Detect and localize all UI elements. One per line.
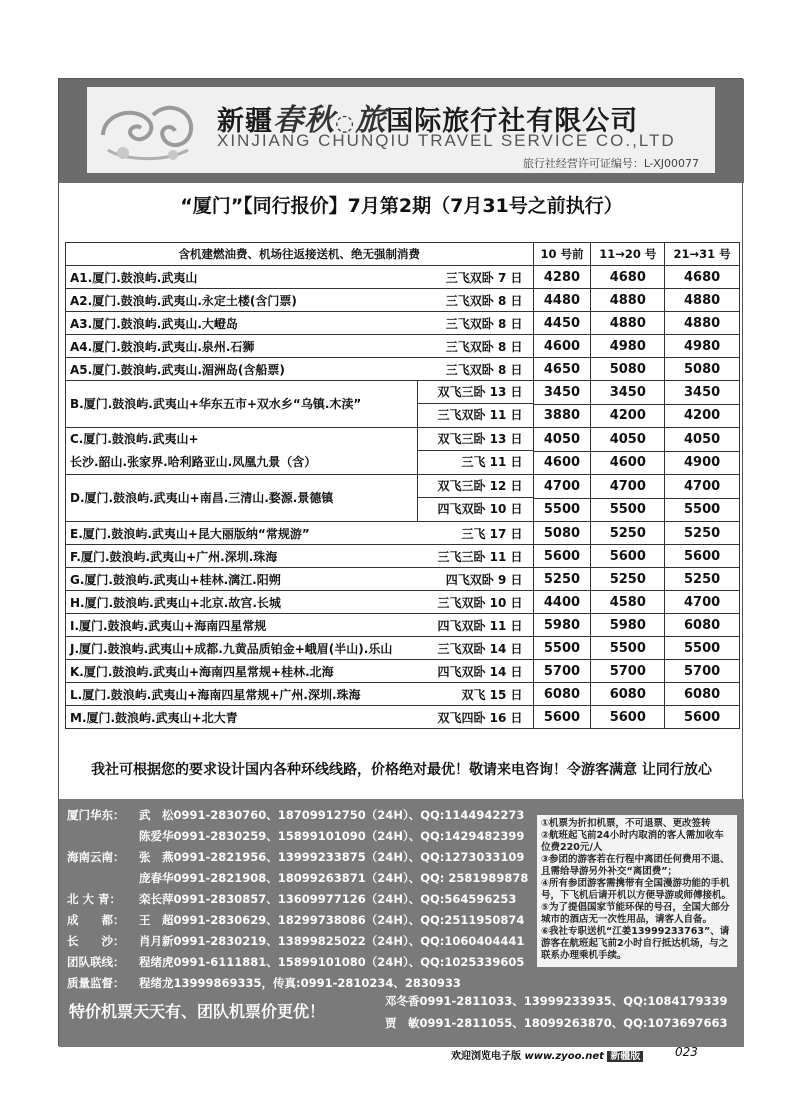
staff-contact: 邓冬香0991-2811033、13999233935、QQ:1084179339 xyxy=(385,994,728,1008)
license-number: 旅行社经营许可证编号：L-XJ00077 xyxy=(522,157,699,170)
price-cell: 5250 xyxy=(665,522,740,545)
table-row xyxy=(66,660,740,683)
price-cell: 4980 xyxy=(665,335,740,358)
route-name: E.厦门.鼓浪屿.武夷山+昆大丽版纳“常规游” xyxy=(70,526,310,541)
page-number: 023 xyxy=(675,1045,698,1059)
price-cell: 5500 xyxy=(533,637,591,660)
table-row xyxy=(66,475,740,499)
price-cell: 4880 xyxy=(591,289,665,312)
price-cell: 6080 xyxy=(665,683,740,706)
page-title: “厦门”【同行报价】7月第2期（7月31号之前执行） xyxy=(180,195,623,217)
table-row xyxy=(66,335,740,358)
note-item: ⑥我社专职送机“江姜13999233763”、请游客在航班起飞前2小时自行抵达机场，与之联系办理乘机手续。 xyxy=(541,926,730,961)
price-cell: 5500 xyxy=(665,498,740,522)
price-cell: 5500 xyxy=(591,637,665,660)
price-cell: 4680 xyxy=(665,266,740,289)
contact-row xyxy=(67,933,524,949)
price-cell: 3450 xyxy=(665,381,740,405)
price-cell: 4700 xyxy=(665,591,740,614)
col-header-early: 10 号前 xyxy=(533,243,591,266)
price-cell: 4700 xyxy=(591,475,665,499)
contact-row xyxy=(67,807,524,823)
contact-row xyxy=(67,912,524,928)
price-cell: 3450 xyxy=(533,381,591,405)
table-row xyxy=(66,428,740,452)
price-cell: 5600 xyxy=(665,545,740,568)
price-cell: 4650 xyxy=(533,358,591,381)
price-cell: 5250 xyxy=(533,568,591,591)
route-duration: 双飞三卧 13 日 xyxy=(418,381,533,404)
price-cell: 4050 xyxy=(665,428,740,452)
price-cell: 5250 xyxy=(591,522,665,545)
route-name-d: D.厦门.鼓浪屿.武夷山+南昌.三清山.婺源.景德镇 xyxy=(70,491,334,505)
price-cell: 4200 xyxy=(665,404,740,428)
price-cell: 4980 xyxy=(591,335,665,358)
route-name: A5.厦门.鼓浪屿.武夷山.湄洲岛(含船票) xyxy=(70,362,285,377)
route-duration: 四飞双卧 10 日 xyxy=(437,502,523,516)
price-cell: 4580 xyxy=(591,591,665,614)
company-name-part: 新疆 xyxy=(217,106,273,137)
contact-panel xyxy=(59,799,744,1047)
contact-label: 北 大 青： xyxy=(67,892,122,906)
contact-text: 庞春华0991-2821908、18099263871（24H）、QQ: 2581989878 xyxy=(139,871,529,885)
price-cell: 4450 xyxy=(533,312,591,335)
route-cell xyxy=(66,591,534,614)
staff-contact: 贾 敏0991-2811055、18099263870、QQ:1073697663 xyxy=(385,1016,728,1030)
contact-row xyxy=(67,975,461,991)
table-row xyxy=(66,289,740,312)
footer-text xyxy=(451,1047,643,1062)
contact-text: 肖月新0991-2830219、13899825022（24H）、QQ:1060404441 xyxy=(139,934,525,948)
table-row xyxy=(66,614,740,637)
table-row xyxy=(66,522,740,545)
route-duration: 三飞双卧 8 日 xyxy=(445,339,523,354)
route-duration: 三飞双卧 7 日 xyxy=(445,270,523,285)
table-row xyxy=(66,266,740,289)
price-cell: 5980 xyxy=(591,614,665,637)
price-cell: 4200 xyxy=(591,404,665,428)
price-cell: 4880 xyxy=(665,312,740,335)
table-row xyxy=(66,683,740,706)
table-row xyxy=(66,381,740,405)
route-name: A2.厦门.鼓浪屿.武夷山.永定土楼(含门票) xyxy=(70,293,297,308)
route-duration: 双飞四卧 16 日 xyxy=(437,710,523,725)
company-name-cn: 新疆春秋◌旅国际旅行社有限公司 xyxy=(217,103,639,138)
contact-text: 张 燕0991-2821956、13999233875（24H）、QQ:1273033109 xyxy=(139,850,525,864)
route-name: K.厦门.鼓浪屿.武夷山+海南四星常规+桂林.北海 xyxy=(70,664,334,679)
footer-url[interactable]: www.zyoo.net xyxy=(524,1051,604,1062)
price-cell: 5500 xyxy=(591,498,665,522)
contact-label: 质量监督： xyxy=(67,976,125,990)
route-cell xyxy=(66,683,534,706)
route-cell xyxy=(66,660,534,683)
note-item: ⑤为了提倡国家节能环保的号召，全国大部分城市的酒店无一次性用品，请客人自备。 xyxy=(541,902,730,925)
price-cell: 4600 xyxy=(591,451,665,475)
price-cell: 3880 xyxy=(533,404,591,428)
price-cell: 6080 xyxy=(533,683,591,706)
route-name-line: C.厦门.鼓浪屿.武夷山+ xyxy=(70,432,199,446)
contact-label: 厦门华东： xyxy=(67,808,125,822)
col-header-mid: 11→20 号 xyxy=(591,243,665,266)
contact-text: 程绪龙13999869335，传真:0991-2810234、2830933 xyxy=(139,976,461,990)
note-item: ③参团的游客若在行程中离团任何费用不退、且需给导游另外补交“离团费”； xyxy=(541,854,730,877)
notes-box xyxy=(537,815,737,967)
route-duration: 三飞 11 日 xyxy=(461,455,523,469)
table-row xyxy=(66,545,740,568)
table-header-row xyxy=(66,243,740,266)
route-duration: 双飞 15 日 xyxy=(461,687,523,702)
route-duration: 三飞双卧 10 日 xyxy=(437,595,523,610)
price-cell: 5250 xyxy=(591,568,665,591)
price-cell: 5700 xyxy=(533,660,591,683)
contact-label: 海南云南： xyxy=(67,850,125,864)
contact-row xyxy=(67,849,524,865)
route-duration: 三飞双卧 8 日 xyxy=(445,362,523,377)
price-cell: 4700 xyxy=(665,475,740,499)
table-row xyxy=(66,358,740,381)
contact-text: 程绪虎0991-6111881、15899101080（24H）、QQ:1025339605 xyxy=(139,955,525,969)
route-duration: 三飞双卧 11 日 xyxy=(437,408,523,422)
route-name: I.厦门.鼓浪屿.武夷山+海南四星常规 xyxy=(70,618,267,633)
price-cell: 4880 xyxy=(665,289,740,312)
route-cell xyxy=(66,637,534,660)
route-duration: 三飞双卧 8 日 xyxy=(445,293,523,308)
table-row xyxy=(66,312,740,335)
route-duration: 三飞双卧 14 日 xyxy=(437,641,523,656)
route-duration: 四飞双卧 14 日 xyxy=(437,664,523,679)
table-row xyxy=(66,568,740,591)
note-item: ④所有参团游客需携带有全国漫游功能的手机号，下飞机后请开机以方便导游或师傅接机。 xyxy=(541,878,732,901)
price-cell: 5980 xyxy=(533,614,591,637)
route-cell xyxy=(66,522,534,545)
route-duration: 三飞双卧 8 日 xyxy=(445,316,523,331)
contact-text: 栾长萍0991-2830857、13609977126（24H）、QQ:564596253 xyxy=(139,892,517,906)
table-row xyxy=(66,637,740,660)
price-cell: 4600 xyxy=(533,451,591,475)
route-name: A4.厦门.鼓浪屿.武夷山.泉州.石狮 xyxy=(70,339,255,354)
contact-label: 团队联线： xyxy=(67,955,125,969)
cloud-swirl-logo-icon xyxy=(93,95,203,167)
route-cell xyxy=(66,614,534,637)
route-name: G.厦门.鼓浪屿.武夷山+桂林.漓江.阳朔 xyxy=(70,572,281,587)
route-duration: 双飞三卧 13 日 xyxy=(418,428,533,451)
route-name: M.厦门.鼓浪屿.武夷山+北大青 xyxy=(70,710,238,725)
price-cell: 4700 xyxy=(533,475,591,499)
contact-row xyxy=(67,870,528,886)
route-name: A1.厦门.鼓浪屿.武夷山 xyxy=(70,270,198,285)
price-cell: 4600 xyxy=(533,335,591,358)
price-cell: 5600 xyxy=(533,545,591,568)
footer-welcome: 欢迎浏览电子版 xyxy=(451,1051,521,1062)
footer-badge: 新疆版 xyxy=(607,1051,643,1062)
price-cell: 4680 xyxy=(591,266,665,289)
price-cell: 5080 xyxy=(533,522,591,545)
contact-text: 武 松0991-2830760、18709912750（24H）、QQ:1144942273 xyxy=(139,808,525,822)
route-cell xyxy=(66,289,534,312)
contact-row xyxy=(67,954,524,970)
route-cell xyxy=(66,358,534,381)
route-cell xyxy=(66,312,534,335)
price-cell: 5600 xyxy=(591,545,665,568)
price-cell: 5080 xyxy=(591,358,665,381)
price-cell: 5600 xyxy=(533,706,591,729)
price-cell: 6080 xyxy=(665,614,740,637)
company-name-suffix: 国际旅行社有限公司 xyxy=(386,106,639,137)
price-cell: 4880 xyxy=(591,312,665,335)
note-item: ②航班起飞前24小时内取消的客人需加收车位费220元/人 xyxy=(541,830,724,853)
header-note: 含机建燃油费、机场往返接送机、绝无强制消费 xyxy=(66,243,534,266)
route-duration: 四飞双卧 9 日 xyxy=(445,572,523,587)
company-brush-text-2: 旅 xyxy=(355,103,387,138)
note-item: ①机票为折扣机票，不可退票、更改签转 xyxy=(541,818,711,829)
price-cell: 4480 xyxy=(533,289,591,312)
logo-panel xyxy=(87,87,715,173)
route-name: H.厦门.鼓浪屿.武夷山+北京.故宫.长城 xyxy=(70,595,281,610)
route-cell xyxy=(66,335,534,358)
price-cell: 5500 xyxy=(533,498,591,522)
route-duration: 四飞双卧 11 日 xyxy=(437,618,523,633)
price-cell: 5700 xyxy=(665,660,740,683)
header-banner xyxy=(59,79,744,183)
route-name: L.厦门.鼓浪屿.武夷山+海南四星常规+广州.深圳.珠海 xyxy=(70,687,361,702)
contact-row xyxy=(67,891,516,907)
route-name-c xyxy=(66,428,417,474)
company-brush-text: 春秋 xyxy=(273,103,335,138)
route-name: J.厦门.鼓浪屿.武夷山+成都.九黄品质铂金+峨眉(半山).乐山 xyxy=(70,641,393,656)
route-cell xyxy=(66,266,534,289)
price-cell: 5600 xyxy=(665,706,740,729)
route-duration: 三飞 17 日 xyxy=(461,526,523,541)
contact-text: 陈爱华0991-2830259、15899101090（24H）、QQ:1429482399 xyxy=(139,829,525,843)
slogan: 我社可根据您的要求设计国内各种环线线路，价格绝对最优！敬请来电咨询！令游客满意 让同行放心 xyxy=(91,762,712,778)
contact-text: 王 超0991-2830629、18299738086（24H）、QQ:2511950874 xyxy=(139,913,525,927)
price-cell: 4400 xyxy=(533,591,591,614)
contact-label: 成 都： xyxy=(67,913,125,927)
promo-text: 特价机票天天有、团队机票价更优！ xyxy=(69,1002,326,1021)
company-name-en: XINJIANG CHUNQIU TRAVEL SERVICE CO.,LTD xyxy=(217,131,676,150)
route-cell xyxy=(66,706,534,729)
route-name: A3.厦门.鼓浪屿.武夷山.大嶝岛 xyxy=(70,316,238,331)
price-cell: 5250 xyxy=(665,568,740,591)
price-cell: 4050 xyxy=(591,428,665,452)
table-row xyxy=(66,706,740,729)
price-cell: 5700 xyxy=(591,660,665,683)
route-duration: 双飞三卧 12 日 xyxy=(418,475,533,498)
price-cell: 5080 xyxy=(665,358,740,381)
price-table xyxy=(65,242,740,729)
price-cell: 5600 xyxy=(591,706,665,729)
price-cell: 3450 xyxy=(591,381,665,405)
brochure-page xyxy=(58,78,743,1062)
price-cell: 4280 xyxy=(533,266,591,289)
route-name: F.厦门.鼓浪屿.武夷山+广州.深圳.珠海 xyxy=(70,549,278,564)
route-cell xyxy=(66,545,534,568)
route-cell xyxy=(66,568,534,591)
price-cell: 5500 xyxy=(665,637,740,660)
route-name-b: B.厦门.鼓浪屿.武夷山+华东五市+双水乡“乌镇.木渎” xyxy=(70,397,362,411)
price-cell: 4050 xyxy=(533,428,591,452)
col-header-late: 21→31 号 xyxy=(665,243,740,266)
price-cell: 4900 xyxy=(665,451,740,475)
contact-row xyxy=(67,828,524,844)
price-cell: 6080 xyxy=(591,683,665,706)
table-row xyxy=(66,591,740,614)
route-name-line: 长沙.韶山.张家界.哈利路亚山.凤凰九景（含） xyxy=(70,455,317,469)
route-duration: 三飞三卧 11 日 xyxy=(437,549,523,564)
contact-label: 长 沙： xyxy=(67,934,125,948)
